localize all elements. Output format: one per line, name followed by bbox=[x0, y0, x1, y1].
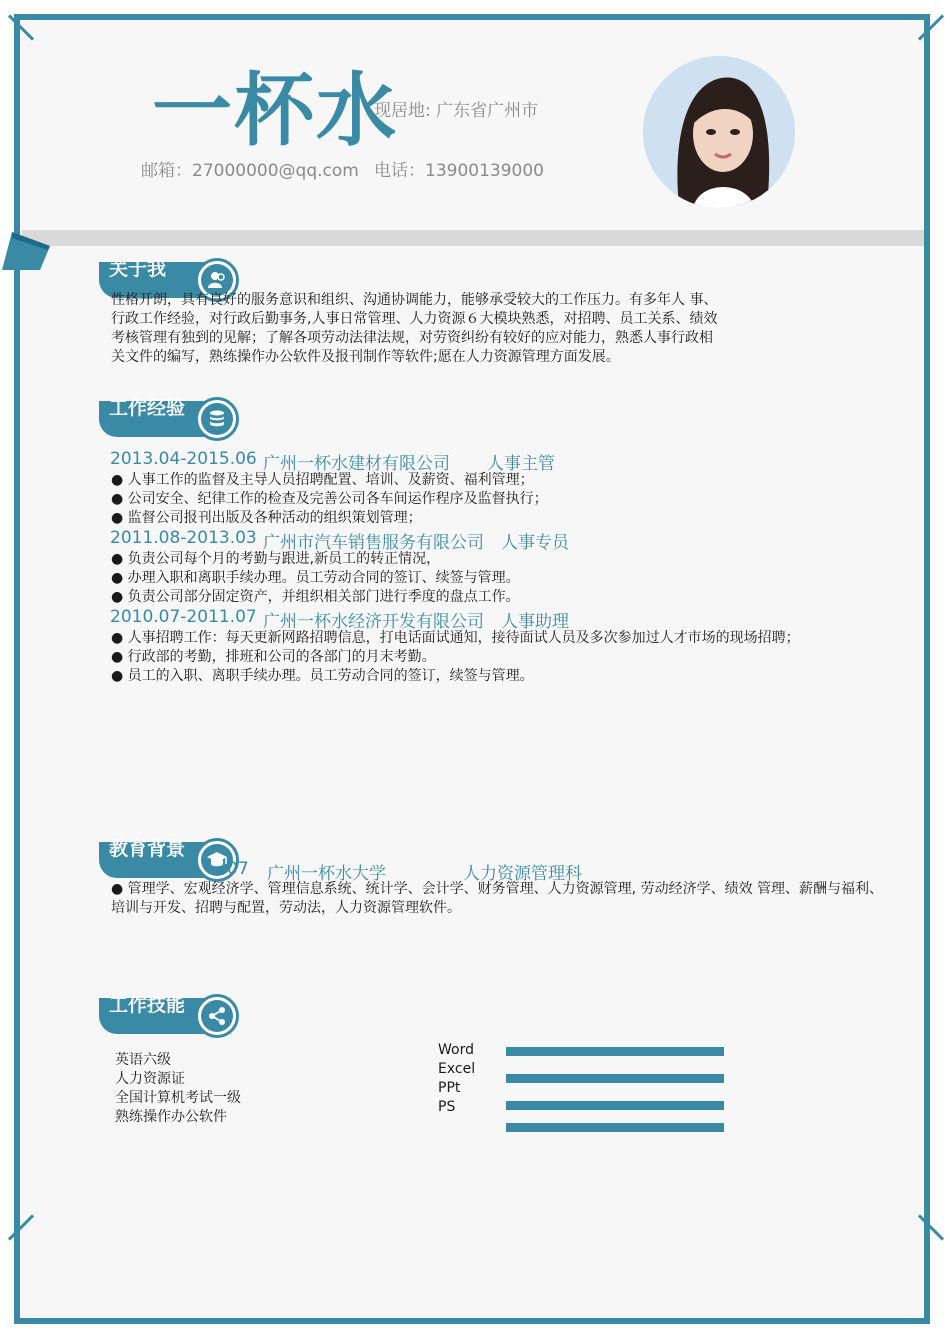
job-company: 广州一杯水经济开发有限公司 bbox=[263, 612, 484, 632]
skill-bar bbox=[506, 1074, 724, 1083]
certificate-item: 人力资源证 bbox=[115, 1071, 185, 1087]
tool-item: Word bbox=[438, 1042, 474, 1058]
job-company: 广州市汽车销售服务有限公司 bbox=[263, 533, 484, 553]
about-line: 考核管理有独到的见解；了解各项劳动法律法规，对劳资纠纷有较好的应对能力，熟悉人事行政相 bbox=[111, 330, 713, 346]
job-bullet: ● 人事招聘工作：每天更新网路招聘信息，打电话面试通知，接待面试人员及多次参加过人才市场的现场招聘； bbox=[111, 630, 800, 646]
section-icon-frame bbox=[195, 397, 239, 441]
job-role: 人事助理 bbox=[501, 612, 569, 632]
job-company: 广州一杯水建材有限公司 bbox=[263, 454, 450, 474]
section-header-experience bbox=[99, 397, 239, 437]
graduation-cap-icon bbox=[206, 850, 228, 870]
education-period-tail: 07 bbox=[227, 859, 249, 879]
section-title-experience: 工作经验 bbox=[109, 397, 186, 419]
about-line: 性格开朗，具有良好的服务意识和组织、沟通协调能力，能够承受较大的工作压力。有多年人 事、 bbox=[111, 292, 718, 308]
job-bullet: ● 办理入职和离职手续办理。员工劳动合同的签订、续签与管理。 bbox=[111, 570, 520, 586]
email-text: 邮箱：27000000@qq.com bbox=[141, 161, 359, 181]
education-line: 培训与开发、招聘与配置，劳动法，人力资源管理软件。 bbox=[111, 900, 461, 916]
section-title-about: 关于我 bbox=[109, 258, 167, 280]
ribbon-fold-icon bbox=[0, 230, 52, 272]
job-period: 2013.04-2015.06 bbox=[110, 449, 257, 469]
section-icon-frame bbox=[195, 994, 239, 1038]
certificate-list bbox=[115, 1051, 241, 1127]
section-header-education bbox=[99, 838, 239, 878]
tool-item: Excel bbox=[438, 1061, 476, 1077]
about-line: 行政工作经验，对行政后勤事务,人事日常管理、人力资源６大模块熟悉，对招聘、员工关系、绩效 bbox=[111, 311, 718, 327]
section-title-education: 教育背景 bbox=[109, 838, 186, 860]
job-bullet: ● 员工的入职、离职手续办理。员工劳动合同的签订，续签与管理。 bbox=[111, 668, 534, 684]
job-role: 人事主管 bbox=[487, 454, 555, 474]
phone-text: 电话：13900139000 bbox=[374, 161, 544, 181]
job-period: 2010.07-2011.07 bbox=[110, 607, 257, 627]
education-major: 人力资源管理科 bbox=[463, 864, 582, 884]
user-group-icon bbox=[207, 270, 227, 290]
about-paragraph bbox=[111, 291, 751, 367]
certificate-item: 熟练操作办公软件 bbox=[115, 1109, 227, 1125]
job-bullet: ● 负责公司部分固定资产，并组织相关部门进行季度的盘点工作。 bbox=[111, 589, 520, 605]
job-bullet: ● 监督公司报刊出版及各种活动的组织策划管理； bbox=[111, 510, 422, 526]
job-bullet: ● 行政部的考勤，排班和公司的各部门的月末考勤。 bbox=[111, 649, 436, 665]
certificate-item: 英语六级 bbox=[115, 1052, 171, 1068]
database-icon bbox=[207, 409, 227, 429]
about-line: 关文件的编写，熟练操作办公软件及报刊制作等软件;愿在人力资源管理方面发展。 bbox=[111, 349, 620, 365]
education-school: 广州一杯水大学 bbox=[267, 864, 386, 884]
job-period: 2011.08-2013.03 bbox=[110, 528, 257, 548]
tool-list bbox=[438, 1041, 475, 1117]
education-line: ● 管理学、宏观经济学、管理信息系统、统计学、会计学、财务管理、人力资源管理, 劳动经济学、绩效 管理、薪酬与福利、 bbox=[111, 881, 884, 897]
certificate-item: 全国计算机考试一级 bbox=[115, 1090, 241, 1106]
job-bullet: ● 负责公司每个月的考勤与跟进,新员工的转正情况， bbox=[111, 551, 441, 567]
skill-bar bbox=[506, 1047, 724, 1056]
candidate-name: 一杯水 bbox=[152, 64, 398, 157]
section-title-skills: 工作技能 bbox=[109, 994, 186, 1016]
job-bullet: ● 公司安全、纪律工作的检查及完善公司各车间运作程序及监督执行； bbox=[111, 491, 548, 507]
header-ribbon bbox=[22, 230, 924, 246]
location-text: 现居地: 广东省广州市 bbox=[374, 101, 539, 121]
skill-bar bbox=[506, 1101, 724, 1110]
section-header-skills bbox=[99, 994, 239, 1034]
portrait-illustration bbox=[643, 56, 795, 208]
profile-photo bbox=[643, 56, 795, 208]
skill-bar bbox=[506, 1123, 724, 1132]
tool-item: PPt bbox=[438, 1080, 461, 1096]
share-icon bbox=[207, 1006, 227, 1026]
job-bullet: ● 人事工作的监督及主导人员招聘配置、培训、及薪资、福利管理； bbox=[111, 472, 534, 488]
job-role: 人事专员 bbox=[501, 533, 569, 553]
tool-item: PS bbox=[438, 1099, 456, 1115]
